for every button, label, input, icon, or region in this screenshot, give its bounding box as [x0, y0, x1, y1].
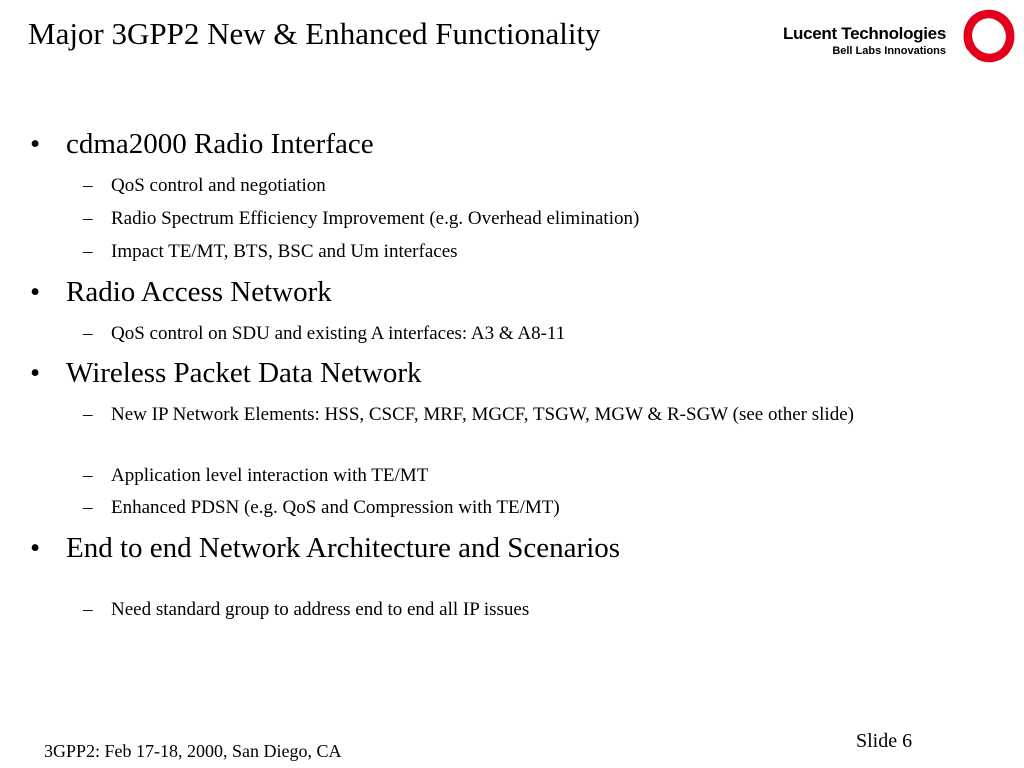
sub-item — [83, 205, 971, 232]
bullet-marker: • — [30, 357, 41, 389]
bullet-item — [30, 357, 422, 390]
logo-brand-text: Lucent Technologies — [782, 24, 946, 43]
footer-event: 3GPP2: Feb 17-18, 2000, San Diego, CA — [44, 741, 342, 761]
sub-item-text: Radio Spectrum Efficiency Improvement (e.g. Overhead elimination) — [111, 208, 640, 229]
sub-item — [83, 320, 971, 347]
slide-number: Slide 6 — [856, 730, 913, 752]
dash-marker: – — [83, 497, 93, 518]
dash-marker: – — [83, 323, 93, 344]
slide-title: Major 3GPP2 New & Enhanced Functionality — [28, 16, 601, 51]
sub-item-text: Impact TE/MT, BTS, BSC and Um interfaces — [111, 241, 458, 262]
dash-marker: – — [83, 175, 93, 196]
sub-item — [83, 494, 971, 521]
sub-item — [83, 596, 971, 623]
bullet-marker: • — [30, 128, 41, 160]
dash-marker: – — [83, 599, 93, 620]
bullet-text: cdma2000 Radio Interface — [66, 128, 374, 160]
dash-marker: – — [83, 404, 93, 425]
dash-marker: – — [83, 241, 93, 262]
sub-item — [83, 172, 971, 199]
sub-item-text: Need standard group to address end to end all IP issues — [111, 599, 530, 620]
bullet-text: Wireless Packet Data Network — [66, 357, 422, 389]
sub-item-text: Enhanced PDSN (e.g. QoS and Compression with TE/MT) — [111, 497, 560, 518]
sub-item-text: Application level interaction with TE/MT — [111, 465, 429, 486]
bullet-item — [30, 276, 332, 309]
bullet-marker: • — [30, 276, 41, 308]
logo-tagline: Bell Labs Innovations — [832, 45, 946, 57]
sub-item — [83, 462, 971, 489]
sub-item-text: New IP Network Elements: HSS, CSCF, MRF, MGCF, TSGW, MGW & R-SGW (see other slide) — [111, 404, 854, 425]
bullet-item — [30, 532, 621, 565]
sub-item — [83, 238, 971, 265]
bullet-item — [30, 128, 374, 161]
bullet-text: End to end Network Architecture and Scenarios — [66, 532, 621, 564]
bullet-marker: • — [30, 532, 41, 564]
dash-marker: – — [83, 208, 93, 229]
sub-item-text: QoS control and negotiation — [111, 175, 326, 196]
sub-item-text: QoS control on SDU and existing A interfaces: A3 & A8-11 — [111, 323, 566, 344]
sub-item — [83, 401, 971, 428]
bullet-text: Radio Access Network — [66, 276, 332, 308]
dash-marker: – — [83, 465, 93, 486]
